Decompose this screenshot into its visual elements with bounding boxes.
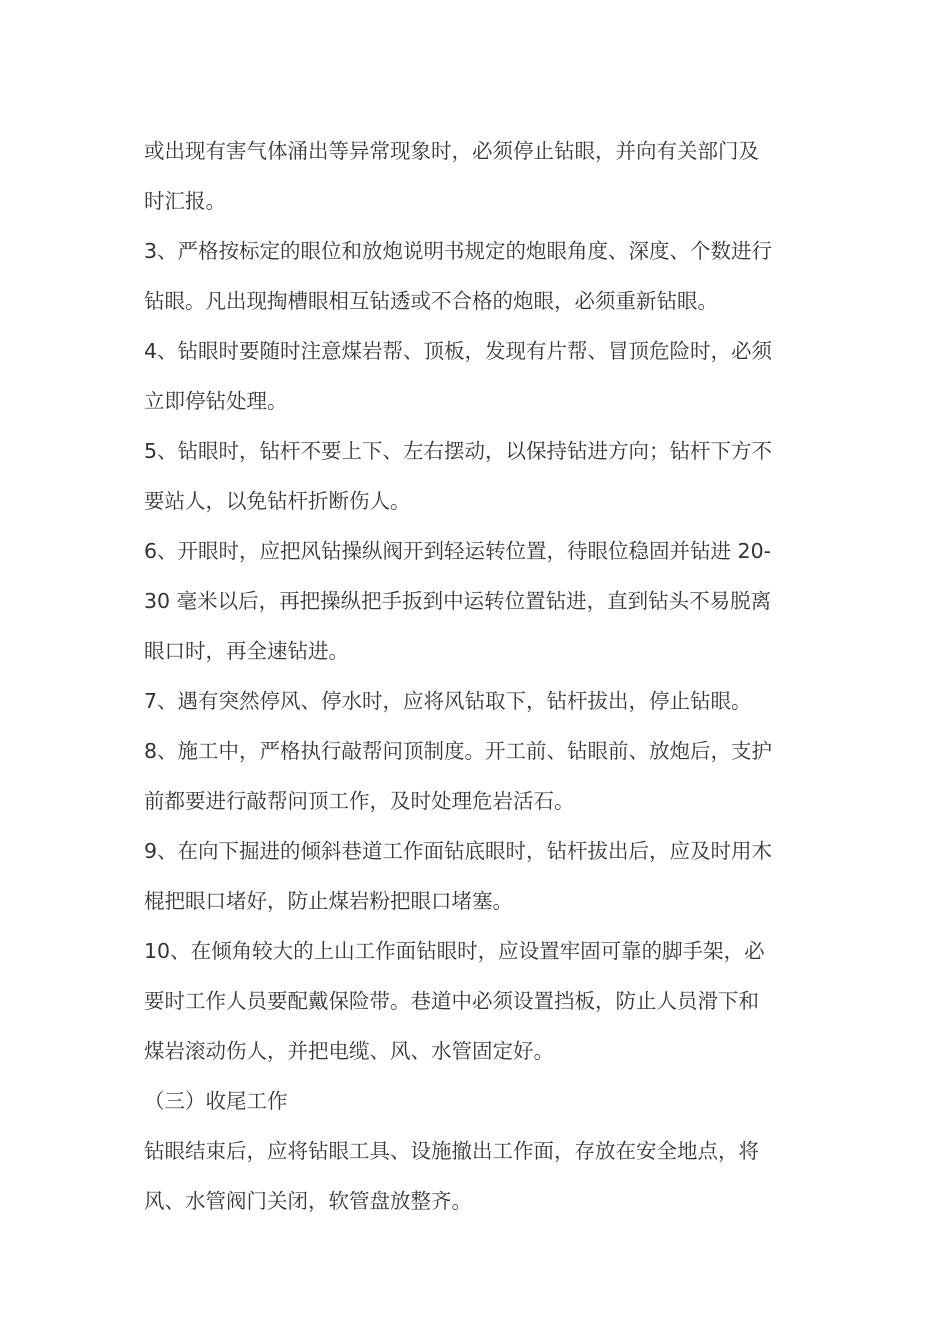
text-line: 7、遇有突然停风、停水时，应将风钻取下，钻杆拔出，停止钻眼。 [144, 689, 752, 713]
text-line: 10、在倾角较大的上山工作面钻眼时，应设置牢固可靠的脚手架，必 [144, 939, 765, 963]
text-line: 4、钻眼时要随时注意煤岩帮、顶板，发现有片帮、冒顶危险时，必须 [144, 339, 773, 363]
text-line: 棍把眼口堵好，防止煤岩粉把眼口堵塞。 [144, 889, 513, 913]
text-line: 前都要进行敲帮问顶工作，及时处理危岩活石。 [144, 789, 575, 813]
text-line: 钻眼。凡出现掏槽眼相互钻透或不合格的炮眼，必须重新钻眼。 [144, 289, 718, 313]
text-line: 3、严格按标定的眼位和放炮说明书规定的炮眼角度、深度、个数进行 [144, 239, 773, 263]
text-line: 要站人，以免钻杆折断伤人。 [144, 489, 411, 513]
text-line: 时汇报。 [144, 189, 226, 213]
section-heading: （三）收尾工作 [144, 1089, 288, 1113]
text-line: 立即停钻处理。 [144, 389, 288, 413]
text-line: 眼口时，再全速钻进。 [144, 639, 349, 663]
text-line: 8、施工中，严格执行敲帮问顶制度。开工前、钻眼前、放炮后，支护 [144, 739, 773, 763]
text-line: 要时工作人员要配戴保险带。巷道中必须设置挡板，防止人员滑下和 [144, 989, 759, 1013]
text-line: 5、钻眼时，钻杆不要上下、左右摆动，以保持钻进方向；钻杆下方不 [144, 439, 773, 463]
text-line: 9、在向下掘进的倾斜巷道工作面钻底眼时，钻杆拔出后，应及时用木 [144, 839, 773, 863]
text-line: 或出现有害气体涌出等异常现象时，必须停止钻眼，并向有关部门及 [144, 139, 759, 163]
text-line: 煤岩滚动伤人，并把电缆、风、水管固定好。 [144, 1039, 554, 1063]
text-line: 30 毫米以后，再把操纵把手扳到中运转位置钻进，直到钻头不易脱离 [144, 589, 772, 613]
document-body [144, 126, 809, 1226]
text-line: 钻眼结束后，应将钻眼工具、设施撤出工作面，存放在安全地点，将 [144, 1139, 759, 1163]
text-line: 风、水管阀门关闭，软管盘放整齐。 [144, 1189, 472, 1213]
text-line: 6、开眼时，应把风钻操纵阀开到轻运转位置，待眼位稳固并钻进 20- [144, 539, 772, 563]
